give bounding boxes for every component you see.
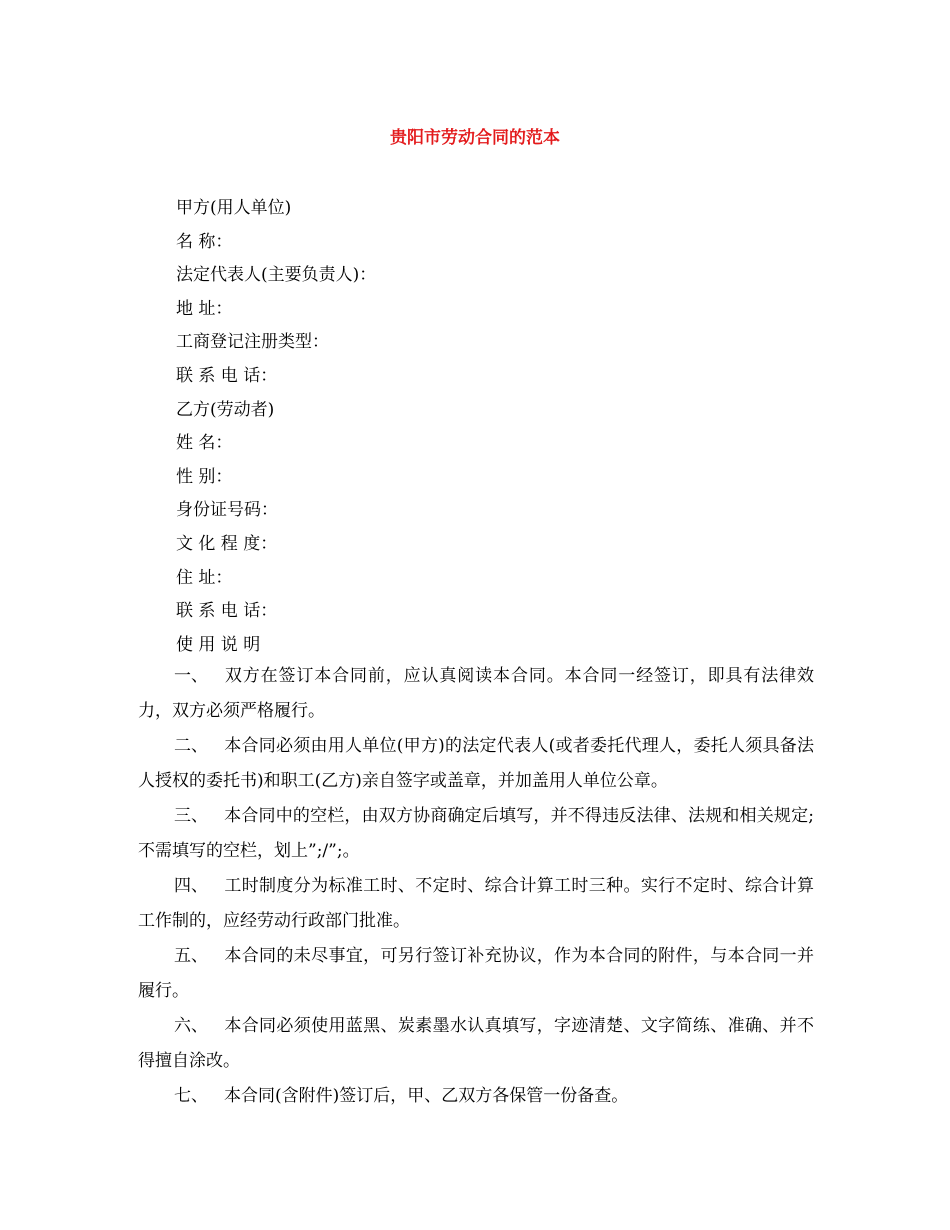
document-title: 贵阳市劳动合同的范本 bbox=[390, 128, 560, 148]
instruction-text: 本合同必须使用蓝黑、炭素墨水认真填写，字迹清楚、文字简练、准确、并不得擅自涂改。 bbox=[138, 1016, 814, 1071]
instruction-paragraph bbox=[138, 939, 814, 1009]
instruction-text: 本合同必须由用人单位(甲方)的法定代表人(或者委托代理人，委托人须具备法人授权的委托书)和职工(乙方)亲自签字或盖章，并加盖用人单位公章。 bbox=[138, 736, 814, 791]
instruction-text: 本合同(含附件)签订后，甲、乙双方各保管一份备查。 bbox=[224, 1086, 629, 1106]
instruction-text: 本合同中的空栏，由双方协商确定后填写，并不得违反法律、法规和相关规定;不需填写的空栏，划上”;/”;。 bbox=[138, 806, 814, 861]
instruction-number: 一、 bbox=[174, 666, 208, 686]
party-b-gender-label: 性 别： bbox=[176, 466, 233, 487]
party-a-phone-label: 联 系 电 话： bbox=[176, 365, 278, 386]
instruction-number: 六、 bbox=[174, 1016, 208, 1036]
instruction-paragraph bbox=[138, 1079, 814, 1114]
instruction-paragraph bbox=[138, 869, 814, 939]
instruction-paragraph bbox=[138, 1009, 814, 1079]
instruction-number: 四、 bbox=[174, 876, 208, 896]
instruction-text: 本合同的未尽事宜，可另行签订补充协议，作为本合同的附件，与本合同一并履行。 bbox=[138, 946, 814, 1001]
party-b-address-label: 住 址： bbox=[176, 567, 233, 588]
instructions-body bbox=[138, 659, 814, 1114]
instruction-paragraph bbox=[138, 659, 814, 729]
instruction-paragraph bbox=[138, 799, 814, 869]
party-a-legal-rep-label: 法定代表人(主要负责人)： bbox=[176, 265, 377, 286]
instruction-number: 七、 bbox=[174, 1086, 208, 1106]
instructions-heading: 使 用 说 明 bbox=[176, 634, 261, 655]
party-b-phone-label: 联 系 电 话： bbox=[176, 601, 278, 622]
party-a-name-label: 名 称： bbox=[176, 231, 233, 252]
party-a-heading: 甲方(用人单位) bbox=[176, 198, 292, 218]
party-a-address-label: 地 址： bbox=[176, 298, 233, 319]
instruction-number: 二、 bbox=[174, 736, 208, 756]
party-b-name-label: 姓 名： bbox=[176, 433, 233, 454]
instruction-text: 双方在签订本合同前，应认真阅读本合同。本合同一经签订，即具有法律效力，双方必须严格履行。 bbox=[138, 666, 814, 721]
instruction-paragraph bbox=[138, 729, 814, 799]
party-a-registration-type-label: 工商登记注册类型： bbox=[176, 332, 329, 353]
party-b-id-label: 身份证号码： bbox=[176, 500, 278, 521]
instruction-number: 五、 bbox=[174, 946, 208, 966]
party-b-education-label: 文 化 程 度： bbox=[176, 533, 278, 554]
instruction-number: 三、 bbox=[174, 806, 208, 826]
instruction-text: 工时制度分为标准工时、不定时、综合计算工时三种。实行不定时、综合计算工作制的，应经劳动行政部门批准。 bbox=[138, 876, 814, 931]
party-fields bbox=[176, 192, 826, 662]
party-b-heading: 乙方(劳动者) bbox=[176, 399, 275, 420]
